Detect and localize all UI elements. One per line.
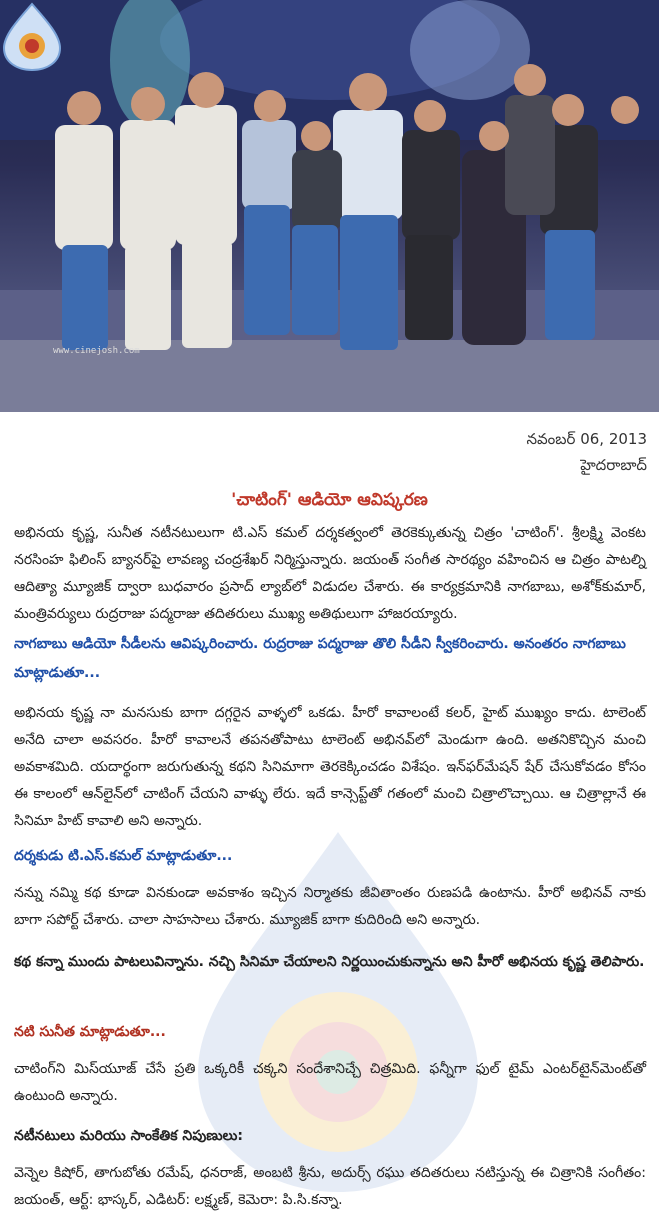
director-heading: దర్శకుడు టి.ఎస్.కమల్ మాట్లాడుతూ...: [14, 848, 233, 864]
credits-heading: నటీనటులు మరియు సాంకేతిక నిపుణులు:: [14, 1128, 243, 1144]
photo-watermark: www.cinejosh.com: [53, 346, 140, 356]
event-photo: [0, 0, 659, 412]
release-note: నాగబాబు ఆడియో సీడీలను ఆవిష్కరించారు. రుద్రరాజు పద్మరాజు తొలి సీడీని స్వీకరించారు. అనంతరం నాగబాబు మాట్లాడుతూ...: [14, 636, 626, 681]
article-place: హైదరాబాద్: [580, 456, 647, 474]
actress-heading: నటి సునీత మాట్లాడుతూ...: [14, 1024, 166, 1040]
intro-paragraph: అభినయ కృష్ణ, సునీత నటీనటులుగా టి.ఎస్ కమల్ దర్శకత్వంలో తెరకెక్కుతున్న చిత్రం 'చాటింగ్'. శ్రీలక్ష్మి వెంకట నరసింహ ఫిలింస్ బ్యానర్‌పై లావణ్య చంద్రశేఖర్ నిర్మిస్తున్నారు. జయంత్ సంగీత సారథ్యం వహించిన ఆ చిత్రం పాటల్ని ఆదిత్యా మ్యూజిక్ ద్వారా బుధవారం ప్రసాద్ ల్యాబ్‌లో విడుదల చేశారు. ఈ కార్యక్రమానికి నాగబాబు, అశోక్‌కుమార్, మంత్రివర్యులు రుద్రరాజు పద్మరాజు తదితరులు ముఖ్య అతిథులుగా హాజరయ్యారు.: [14, 525, 646, 622]
hero-note: కథ కన్నా ముందు పాటలువిన్నాను. నచ్చి సినిమా చేయాలని నిర్ణయించుకున్నాను అని హీరో అభినయ కృష్ణ తెలిపారు.: [14, 954, 645, 970]
credits-paragraph: వెన్నెల కిషోర్, తాగుబోతు రమేష్, ధనరాజ్, అంబటి శ్రీను, అదుర్స్ రఘు తదితరులు నటిస్తున్న ఈ చిత్రానికి సంగీతం: జయంత్, ఆర్ట్: భాస్కర్, ఎడిటర్: లక్ష్మణ్, కెమెరా: పి.సి.కన్నా.: [14, 1165, 646, 1208]
director-quote: నన్ను నమ్మి కథ కూడా వినకుండా అవకాశం ఇచ్చిన నిర్మాతకు జీవితాంతం రుణపడి ఉంటాను. హీరో అభినవ్ నాకు బాగా సపోర్ట్ చేశారు. చాలా సాహసాలు చేశారు. మ్యూజిక్ బాగా కుదిరింది అని అన్నారు.: [14, 885, 646, 928]
article-date: నవంబర్ 06, 2013: [526, 430, 647, 448]
article-headline: 'చాటింగ్' ఆడియో ఆవిష్కరణ: [231, 490, 428, 510]
cinejosh-logo: [0, 0, 64, 72]
nagababu-quote: అభినయ కృష్ణ నా మనసుకు బాగా దగ్గరైన వాళ్ళలో ఒకడు. హీరో కావాలంటే కలర్, హైట్ ముఖ్యం కాదు. టాలెంట్ అనేది చాలా అవసరం. హీరో కావాలనే తపనతోపాటు టాలెంట్ అభినవ్‌లో మెండుగా ఉంది. అతనికొచ్చిన మంచి అవకాశమిది. యదార్థంగా జరుగుతున్న కథని సినిమాగా తెరకెక్కించడం విశేషం. ఇన్‌ఫర్‌మేషన్ షేర్ చేసుకోవడం కోసం ఈ కాలంలో ఆన్‌లైన్‌లో చాటింగ్ చేయని వాళ్ళు లేరు. ఇదే కాన్సెప్ట్‌తో గతంలో మంచి చిత్రాలొచ్చాయి. ఆ చిత్రాల్లానే ఈ సినిమా హిట్ కావాలి అని అన్నారు.: [14, 705, 646, 829]
actress-quote: చాటింగ్‌ని మిస్‌యూజ్ చేసే ప్రతి ఒక్కరికీ చక్కని సందేశానిచ్చే చిత్రమిది. ఫన్నీగా ఫుల్ టైమ్ ఎంటర్‌టైన్‌మెంట్‌తో ఉంటుంది అన్నారు.: [14, 1061, 646, 1104]
